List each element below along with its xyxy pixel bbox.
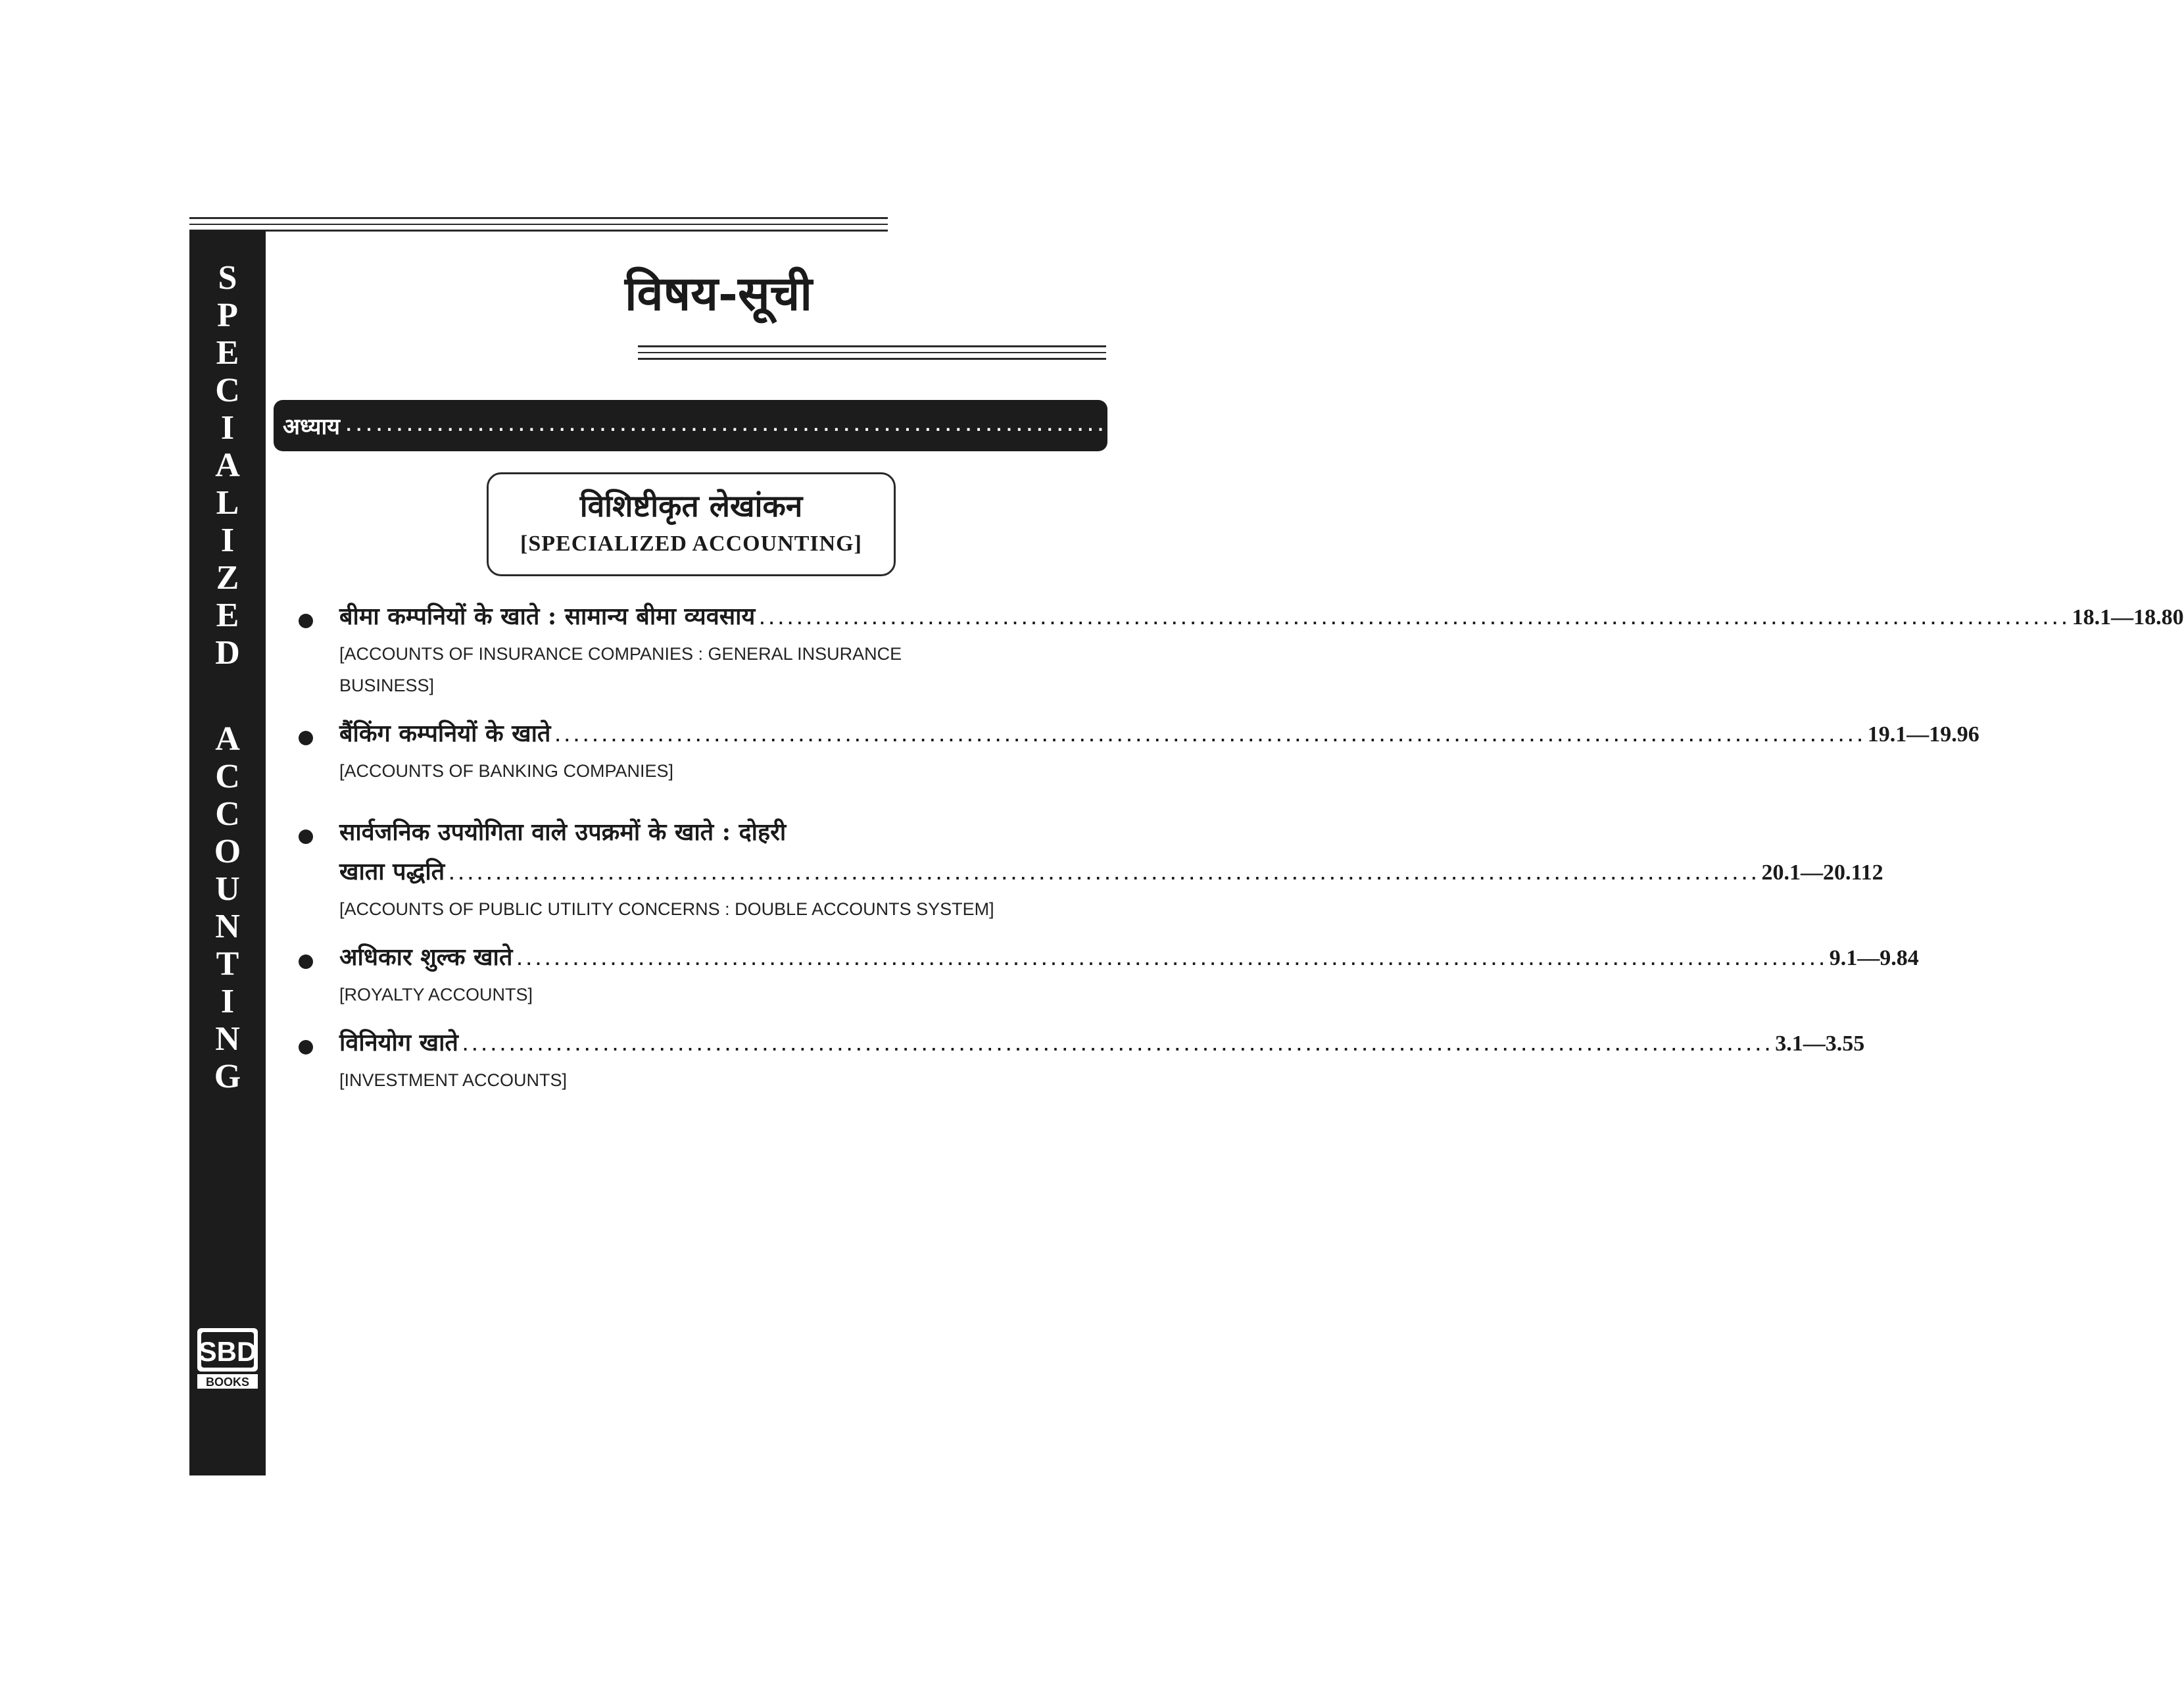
toc-header-bar (274, 399, 1716, 455)
spine-letter: C (215, 372, 240, 409)
top-rule-2 (189, 224, 888, 225)
leader-dots: ............................................................................................................................................ (553, 729, 1865, 745)
section-title-hindi: विशिष्टीकृत लेखांकन (579, 488, 803, 524)
toc-entry[interactable] (299, 709, 1979, 781)
spine-letter: A (215, 447, 240, 484)
entry-title-line (339, 816, 1107, 849)
toc-entry[interactable] (299, 808, 1883, 920)
bullet-icon (299, 731, 313, 745)
entry-title-english-line: [ACCOUNTS OF INSURANCE COMPANIES : GENERAL INSURANCE (339, 644, 902, 664)
title-rule-2 (638, 352, 1106, 353)
spine-letter: E (216, 334, 239, 372)
entry-title-english (339, 638, 997, 701)
chapter-column-label: अध्याय (283, 414, 341, 440)
spine-letter: N (215, 908, 240, 945)
spine-letter: A (215, 720, 240, 758)
spine-letter: L (216, 484, 239, 522)
toc-entry[interactable] (299, 592, 2184, 697)
section-title-english: [SPECIALIZED ACCOUNTING] (520, 532, 862, 556)
leader-dots: ............................................................................................................................................ (447, 867, 1759, 883)
entry-title-english: [ACCOUNTS OF PUBLIC UTILITY CONCERNS : DOUBLE ACCOUNTS SYSTEM] (339, 899, 994, 919)
section-heading-box (487, 472, 896, 576)
toc-entry[interactable] (299, 933, 1919, 1005)
spine-letter: I (220, 522, 235, 559)
top-rule-3 (189, 230, 888, 232)
spine-letter: T (216, 945, 239, 983)
entry-title-line (339, 1026, 1865, 1059)
spine-letter: P (217, 297, 238, 334)
spine-letter: O (214, 833, 241, 870)
entry-title-line (339, 600, 2184, 633)
toc-entry[interactable] (299, 1018, 1865, 1091)
logo-label: BOOKS (205, 1375, 250, 1389)
spine-letter: N (215, 1020, 240, 1058)
spine-letter: I (220, 983, 235, 1020)
spine-letter: D (215, 634, 240, 672)
entry-title-line (339, 941, 1919, 974)
entry-title-english: [INVESTMENT ACCOUNTS] (339, 1070, 568, 1090)
header-leader-dots: .................................................................................................................................. (344, 416, 1665, 435)
spine-title (189, 259, 266, 1095)
bullet-icon (299, 954, 313, 969)
spine-letter: I (220, 409, 235, 447)
page-number-column-label: पृष्ठ-संख्या (1668, 399, 1716, 455)
entry-title-hindi: खाता पद्धति (339, 858, 445, 885)
entry-title-hindi: विनियोग खाते (339, 1029, 458, 1056)
entry-title-english: [ROYALTY ACCOUNTS] (339, 985, 533, 1004)
title-rule-3 (638, 358, 1106, 360)
leader-dots: ............................................................................................................................................ (758, 612, 2070, 628)
spine-letter: S (218, 259, 237, 297)
entry-title-hindi: सार्वजनिक उपयोगिता वाले उपक्रमों के खाते : दोहरी (339, 818, 787, 846)
spine-letter: G (214, 1058, 241, 1095)
entry-pages: 9.1—9.84 (1829, 946, 1919, 970)
entry-title-hindi: बैंकिंग कम्पनियों के खाते (339, 720, 551, 747)
entry-title-line (339, 855, 1883, 888)
logo-mark: SBD (198, 1336, 257, 1367)
top-rule-1 (189, 217, 888, 219)
entry-pages: 20.1—20.112 (1761, 860, 1883, 885)
entry-title-hindi: बीमा कम्पनियों के खाते : सामान्य बीमा व्यवसाय (339, 603, 756, 630)
entry-title-english: [ACCOUNTS OF BANKING COMPANIES] (339, 761, 674, 781)
entry-title-line (339, 717, 1979, 750)
spine-bar (189, 230, 266, 1475)
entry-title-english-line: BUSINESS] (339, 676, 435, 695)
entry-pages: 19.1—19.96 (1867, 722, 1979, 747)
publisher-logo (196, 1327, 259, 1389)
bullet-icon (299, 830, 313, 844)
spine-letter: C (215, 795, 240, 833)
leader-dots: ............................................................................................................................................ (515, 953, 1827, 969)
spine-letter: U (215, 870, 240, 908)
bullet-icon (299, 614, 313, 628)
page-title: विषय-सूची (625, 265, 812, 321)
bullet-icon (299, 1040, 313, 1054)
entry-pages: 18.1—18.80 (2072, 605, 2184, 630)
title-rule-1 (638, 345, 1106, 347)
entry-title-hindi: अधिकार शुल्क खाते (339, 943, 513, 971)
spine-letter: E (216, 597, 239, 634)
spine-letter: C (215, 758, 240, 795)
spine-letter: Z (216, 559, 239, 597)
leader-dots: ............................................................................................................................................ (460, 1038, 1773, 1054)
entry-pages: 3.1—3.55 (1775, 1031, 1865, 1056)
